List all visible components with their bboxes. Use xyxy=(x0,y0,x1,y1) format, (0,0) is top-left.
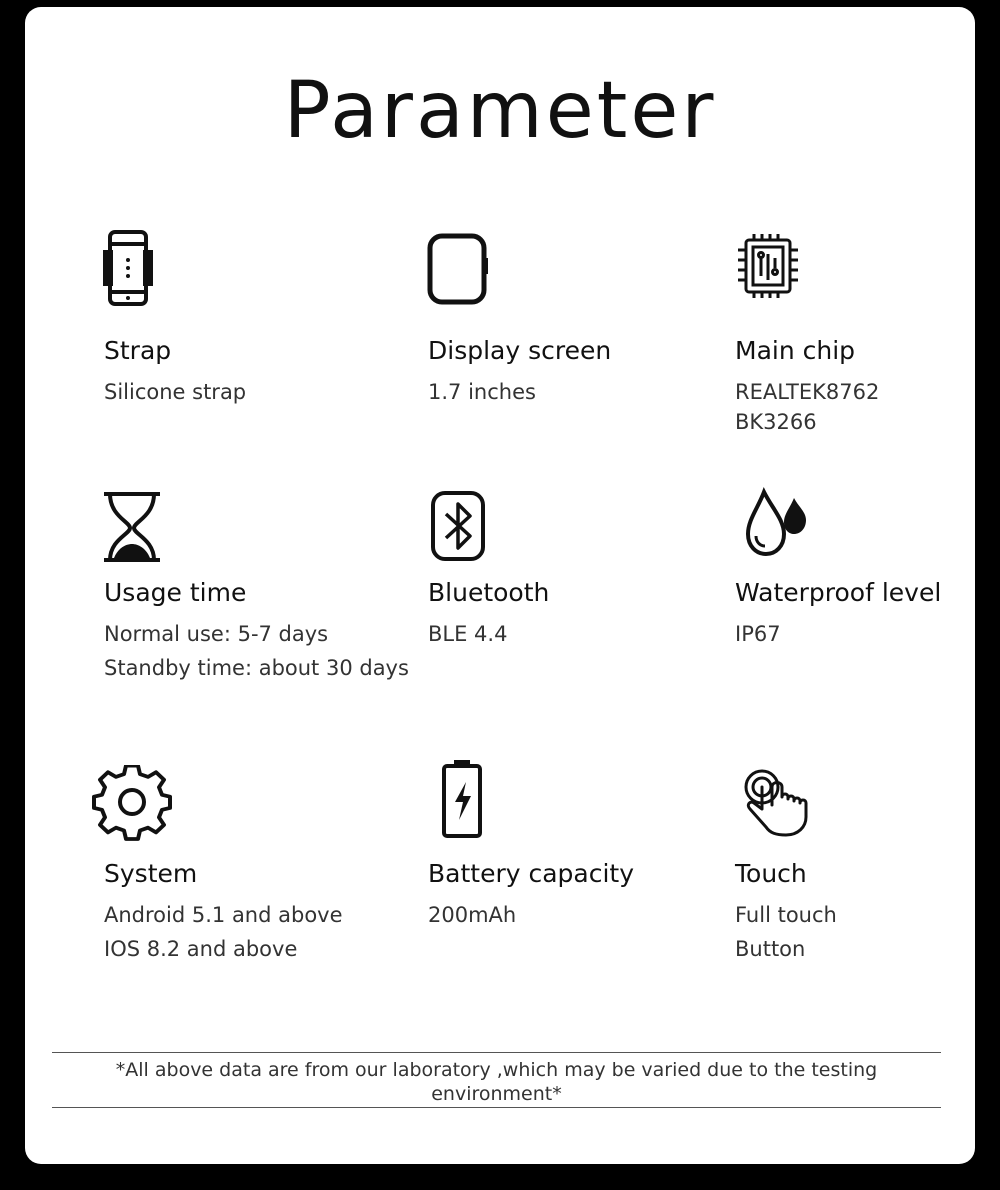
param-value: Silicone strap xyxy=(104,380,247,404)
water-drop-icon xyxy=(738,486,818,566)
param-label: Main chip xyxy=(735,336,856,365)
param-value: 1.7 inches xyxy=(428,380,536,404)
display-screen-icon xyxy=(418,228,498,308)
param-label: Touch xyxy=(735,859,807,888)
param-value: Android 5.1 and above xyxy=(104,903,343,927)
param-value: Standby time: about 30 days xyxy=(104,656,409,680)
strap-icon xyxy=(88,228,168,308)
touch-icon xyxy=(740,765,820,845)
param-value: REALTEK8762 xyxy=(735,380,880,404)
param-label: Usage time xyxy=(104,578,247,607)
chip-icon xyxy=(728,228,808,308)
param-value: Button xyxy=(735,937,806,961)
hourglass-icon xyxy=(92,488,172,568)
param-value: Normal use: 5-7 days xyxy=(104,622,329,646)
param-label: Strap xyxy=(104,336,172,365)
param-value: BK3266 xyxy=(735,410,817,434)
battery-icon xyxy=(422,758,502,838)
param-label: Bluetooth xyxy=(428,578,550,607)
bluetooth-icon xyxy=(418,486,498,566)
param-value: 200mAh xyxy=(428,903,517,927)
param-label: Display screen xyxy=(428,336,612,365)
disclaimer-footnote: *All above data are from our laboratory ,which may be varied due to the testing environment* xyxy=(52,1052,941,1108)
param-value: Full touch xyxy=(735,903,837,927)
param-value: IOS 8.2 and above xyxy=(104,937,298,961)
param-value: BLE 4.4 xyxy=(428,622,508,646)
param-label: Waterproof level xyxy=(735,578,942,607)
param-label: Battery capacity xyxy=(428,859,635,888)
page-title: Parameter xyxy=(283,66,717,156)
param-value: IP67 xyxy=(735,622,781,646)
param-label: System xyxy=(104,859,198,888)
gear-icon xyxy=(92,765,172,845)
